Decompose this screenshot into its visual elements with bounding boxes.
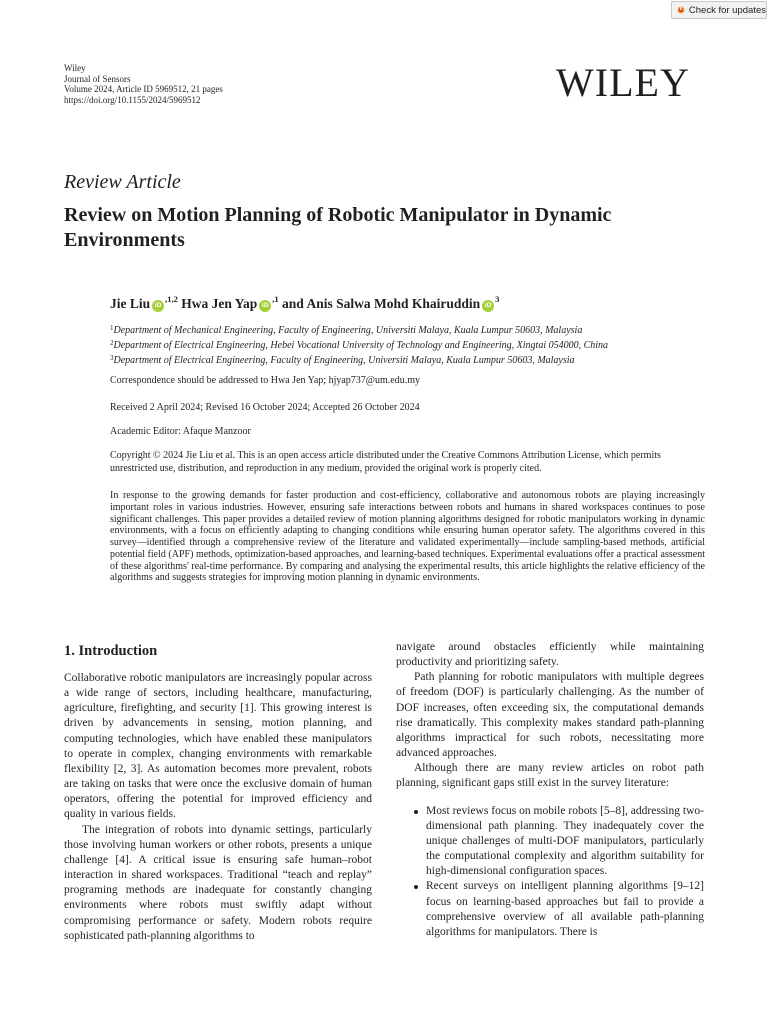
author-affil-sup: ,1,2 (165, 294, 178, 304)
affiliation (110, 322, 608, 337)
body-paragraph: navigate around obstacles efficiently while maintaining productivity and prioritizing safety. (396, 641, 704, 669)
list-item (396, 879, 704, 940)
affiliation (110, 337, 608, 352)
article-type: Review Article (64, 171, 181, 193)
doi-link[interactable]: https://doi.org/10.1155/2024/5969512 (64, 94, 201, 105)
affiliation-sup: 3 (110, 354, 114, 362)
body-paragraph: Path planning for robotic manipulators with multiple degrees of freedom (DOF) is particularly challenging. As the number of DOF increases, often exceeding six, the computational demands rise dramatically. This complexity makes standard path-planning algorithms impractical for such robots, necessitating more advanced approaches. (396, 671, 704, 760)
affiliation-list (110, 322, 608, 367)
list-item (396, 804, 704, 880)
author-affil-sup: ,1 (272, 294, 279, 304)
article-dates: Received 2 April 2024; Revised 16 October 2024; Accepted 26 October 2024 (110, 402, 420, 413)
check-for-updates-label: Check for updates (688, 4, 766, 16)
author-name: Hwa Jen Yap (181, 296, 258, 311)
body-column-left (64, 671, 372, 944)
author-connector: and (282, 296, 304, 311)
volume-info: Volume 2024, Article ID 5969512, 21 pages (64, 84, 223, 95)
orcid-icon[interactable]: iD (259, 300, 271, 312)
correspondence-line: Correspondence should be addressed to Hwa Jen Yap; hjyap737@um.edu.my (110, 375, 420, 386)
journal-name: Journal of Sensors (64, 73, 131, 84)
publisher-logo: WILEY (556, 60, 690, 105)
check-for-updates-icon (677, 4, 685, 16)
affiliation-sup: 1 (110, 324, 114, 332)
copyright-notice: Copyright © 2024 Jie Liu et al. This is an open access article distributed under the Creative Commons Attribution License, which permits unrestricted use, distribution, and reproduction in any medium, provided the original work is properly cited. (110, 450, 661, 474)
section-heading: 1. Introduction (64, 643, 158, 659)
author-list (110, 290, 499, 313)
list-item-text: Recent surveys on intelligent planning algorithms [9–12] focus on learning-based approaches but fail to provide a comprehensive overview of all available path-planning algorithms for manipulators. There is (426, 880, 704, 938)
author-affil-sup: 3 (495, 294, 500, 304)
bullet-icon (414, 885, 418, 889)
orcid-icon[interactable]: iD (482, 300, 494, 312)
affiliation-text: Department of Electrical Engineering, Faculty of Engineering, Universiti Malaya, Kuala Lumpur 50603, Malaysia (113, 355, 575, 366)
body-paragraph: Although there are many review articles on robot path planning, significant gaps still exist in the survey literature: (396, 762, 704, 790)
academic-editor: Academic Editor: Afaque Manzoor (110, 426, 251, 437)
article-title: Review on Motion Planning of Robotic Manipulator in Dynamic Environments (64, 204, 612, 251)
affiliation-text: Department of Electrical Engineering, Hebei Vocational University of Technology and Engineering, Xingtai 054000, China (113, 340, 609, 351)
list-item-text: Most reviews focus on mobile robots [5–8], addressing two-dimensional path planning. They inadequately cover the unique challenges of multi-DOF manipulators, particularly the computational complexity and algorithm suitability for high-dimensional configuration spaces. (426, 804, 704, 878)
journal-meta (64, 63, 223, 105)
author-name: Anis Salwa Mohd Khairuddin (306, 296, 481, 311)
abstract-text: In response to the growing demands for faster production and cost-efficiency, collaborative and autonomous robots are playing increasingly important roles in various industries. However, ensuring safe interactions between robots and humans in shared workspaces continues to pose significant challenges. This paper provides a detailed review of motion planning algorithms designed for robotic manipulators working in dynamic environments, with a focus on efficiently adapting to changing conditions while ensuring human operator safety. The algorithms covered in this survey—identified through a comprehensive review of the literature and validated experimentally—include sampling-based methods, artificial potential field (APF) methods, optimization-based approaches, and learning-based techniques. Experimental evaluations offer a practical assessment of these algorithms' real-time performance. By comparing and analysing the experimental results, this article highlights the relative efficiency of the algorithms and suggests strategies for improving motion planning in dynamic environments. (110, 490, 705, 584)
body-column-right (396, 640, 704, 940)
bullet-icon (414, 810, 418, 814)
body-paragraph: Collaborative robotic manipulators are increasingly popular across a wide range of sectors, including healthcare, manufacturing, agriculture, firefighting, and security [1]. This growing interest is driven by advancements in sensing, motion planning, and computing technologies, which have enabled these manipulators to operate in complex, changing environments with remarkable flexibility [2, 3]. As automation becomes more prevalent, robots are taking on tasks that were once the exclusive domain of human operators, offering the potential for improved efficiency and quality in various fields. (64, 672, 372, 821)
orcid-icon[interactable]: iD (152, 300, 164, 312)
check-for-updates-button[interactable] (671, 1, 767, 19)
affiliation-text: Department of Mechanical Engineering, Faculty of Engineering, Universiti Malaya, Kuala Lumpur 50603, Malaysia (113, 325, 583, 336)
affiliation-sup: 2 (110, 339, 114, 347)
affiliation (110, 352, 608, 367)
gap-list (396, 804, 704, 940)
body-paragraph: The integration of robots into dynamic settings, particularly those involving human workers or other robots, presents a unique challenge [4]. A critical issue is ensuring safe human–robot interaction in shared workspaces. Traditional “teach and replay” programing methods are inadequate for constantly changing environments where robots must swiftly adapt without compromising performance or safety. Modern robots require sophisticated path-planning algorithms to (64, 823, 372, 942)
author-name: Jie Liu (110, 296, 151, 311)
publisher-name: Wiley (64, 63, 86, 73)
